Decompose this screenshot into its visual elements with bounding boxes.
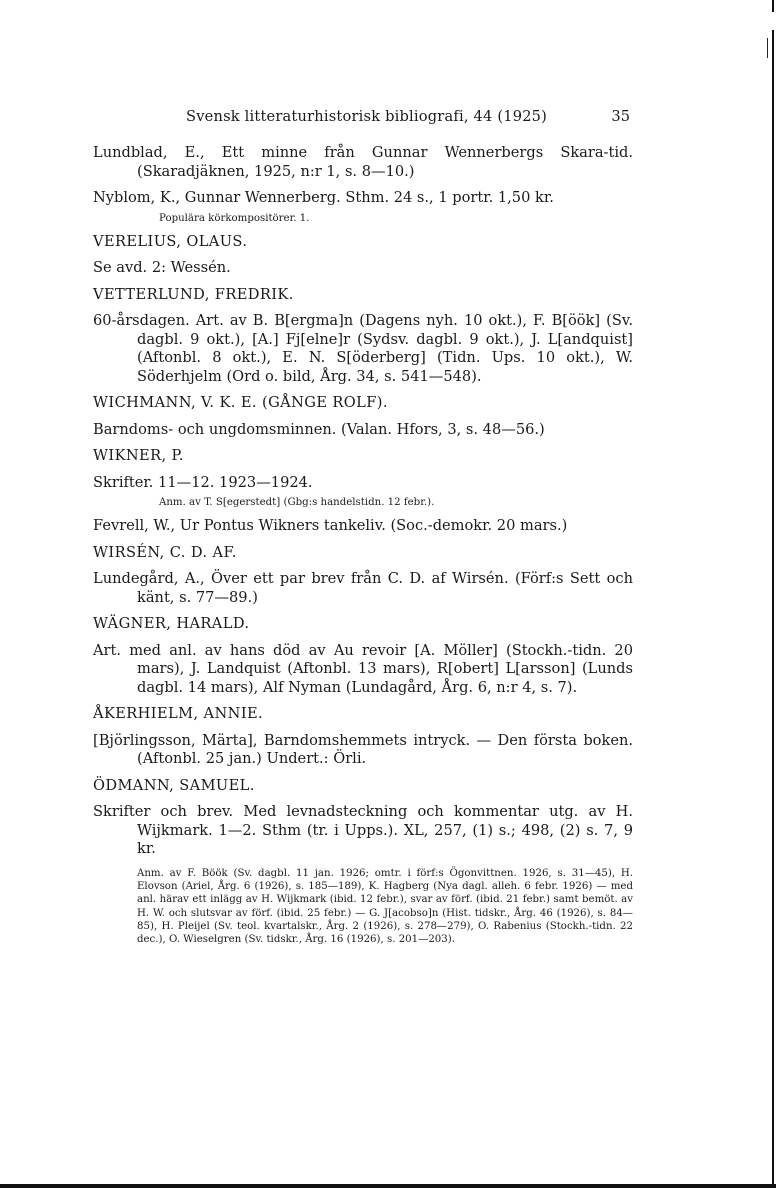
author-heading: VETTERLUND, FREDRIK. (93, 285, 294, 303)
bibliography-entry: Fevrell, W., Ur Pontus Wikners tankeliv. (Soc.-demokr. 20 mars.) (93, 517, 568, 535)
author-heading: ÅKERHIELM, ANNIE. (93, 705, 264, 723)
scan-border-gap (772, 12, 774, 30)
author-heading: ÖDMANN, SAMUEL. (93, 776, 255, 794)
book-page (93, 108, 633, 954)
bibliography-entry: 60-årsdagen. Art. av B. B[ergma]n (Dagens nyh. 10 okt.), F. B[öök] (Sv. dagbl. 9 okt.), [A.] Fj[elne]r (Sydsv. dagbl. 9 okt.), J. L[andquist] (Aftonbl. 8 okt.), E. N. S[öderberg] (Tidn. Ups. 10 okt.), W. Söderhjelm (Ord o. bild, Årg. 34, s. 541—548). (93, 312, 633, 385)
bibliography-entry: Skrifter. 11—12. 1923—1924. (93, 473, 313, 491)
bibliography-entry: Nyblom, K., Gunnar Wennerberg. Sthm. 24 s., 1 portr. 1,50 kr. (93, 189, 554, 206)
scan-border-right (772, 0, 774, 1188)
bibliography-entry: Lundegård, A., Över ett par brev från C. D. af Wirsén. (Förf:s Sett och känt, s. 77—89.) (93, 570, 633, 606)
review-note: Anm. av F. Böök (Sv. dagbl. 11 jan. 1926; omtr. i förf:s Ögonvittnen. 1926, s. 31—45), H. Elovson (Ariel, Årg. 6 (1926), s. 185—189), K. Hagberg (Nya dagl. alleh. 6 febr. 1926) — med anl. härav ett inlägg av H. Wijkmark (ibid. 12 febr.), svar av förf. (ibid. 21 febr.) samt bemöt. av H. W. och slutsvar av förf. (ibid. 25 febr.) — G. J[acobso]n (Hist. tidskr., Årg. 46 (1926), s. 84—85), H. Pleijel (Sv. teol. kvartalskr., Årg. 2 (1926), s. 278—279), O. Rabenius (Stockh.-tidn. 22 dec.), O. Wieselgren (Sv. tidskr., Årg. 16 (1926), s. 201—203). (137, 867, 633, 945)
running-head (93, 108, 633, 130)
author-heading: VERELIUS, OLAUS. (93, 232, 248, 250)
bibliography-entry: Lundblad, E., Ett minne från Gunnar Wennerbergs Skara-tid. (Skaradjäknen, 1925, n:r 1, s. 8—10.) (93, 144, 633, 180)
review-note: Anm. av T. S[egerstedt] (Gbg:s handelstidn. 12 febr.). (159, 497, 435, 509)
bibliography-body (93, 144, 633, 946)
bibliography-entry: [Björlingsson, Märta], Barndomshemmets intryck. — Den första boken. (Aftonbl. 25 jan.) Undert.: Örli. (93, 731, 633, 768)
bibliography-entry: Art. med anl. av hans död av Au revoir [A. Möller] (Stockh.-tidn. 20 mars), J. Landquist (Aftonbl. 13 mars), R[obert] L[arsson] (Lunds dagbl. 14 mars), Alf Nyman (Lundagård, Årg. 6, n:r 4, s. 7). (93, 641, 633, 696)
scan-mark (767, 38, 768, 58)
author-heading: WIKNER, P. (93, 447, 184, 465)
bibliography-entry: Se avd. 2: Wessén. (93, 259, 231, 277)
running-title: Svensk litteraturhistorisk bibliografi, 44 (1925) (186, 108, 548, 125)
review-note: Populära körkompositörer. 1. (159, 212, 310, 224)
author-heading: WÄGNER, HARALD. (93, 615, 250, 633)
scan-border-bottom (0, 1184, 776, 1188)
author-heading: WICHMANN, V. K. E. (GÅNGE ROLF). (93, 394, 388, 412)
bibliography-entry: Skrifter och brev. Med levnadsteckning och kommentar utg. av H. Wijkmark. 1—2. Sthm (tr. i Upps.). XL, 257, (1) s.; 498, (2) s. 7, 9 kr. (93, 803, 633, 858)
bibliography-entry: Barndoms- och ungdomsminnen. (Valan. Hfors, 3, s. 48—56.) (93, 420, 545, 438)
page-number: 35 (611, 108, 630, 125)
author-heading: WIRSÉN, C. D. AF. (93, 543, 237, 561)
